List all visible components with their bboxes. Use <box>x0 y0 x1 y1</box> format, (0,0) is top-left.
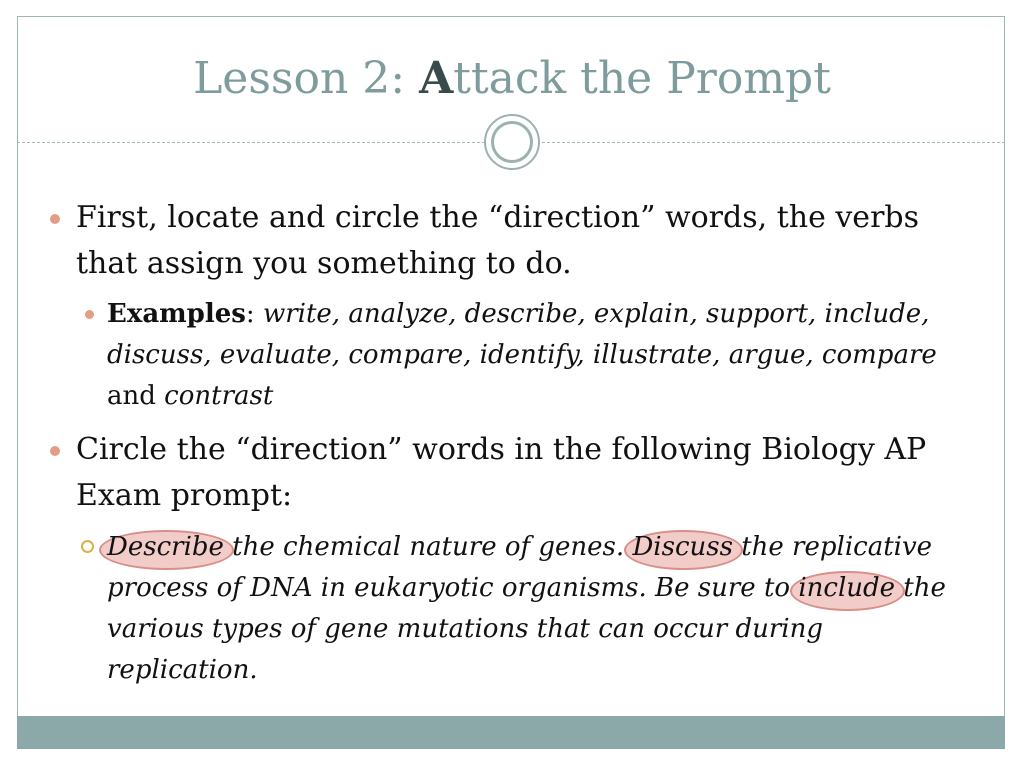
slide-title <box>0 54 1024 104</box>
examples-colon: : <box>245 299 263 329</box>
title-prefix: Lesson 2: <box>193 53 420 104</box>
sub-bullet-examples <box>107 294 967 417</box>
circled-word-describe: Describe <box>107 527 224 568</box>
bullet-dot-icon <box>50 446 60 456</box>
examples-label: Examples <box>107 299 246 329</box>
sub-bullet-prompt <box>107 527 967 691</box>
title-rest: ttack the Prompt <box>453 53 831 104</box>
bullet-1-text: First, locate and circle the “direction” words, the verbs that assign you something to do. <box>76 200 920 281</box>
footer-bar <box>17 716 1005 749</box>
sub-bullet-dot-icon <box>85 310 94 319</box>
ring-ornament-icon <box>484 114 540 170</box>
hollow-bullet-icon <box>81 540 94 553</box>
bullet-2-text: Circle the “direction” words in the following Biology AP Exam prompt: <box>76 432 927 513</box>
bullet-dot-icon <box>50 214 60 224</box>
prompt-part-2: the replicative process of DNA in eukaryotic organisms. Be sure to <box>107 532 933 603</box>
prompt-part-3: the various types of gene mutations that can occur during replication. <box>107 573 946 685</box>
circled-word-include: include <box>798 568 895 609</box>
examples-list: write, analyze, describe, explain, support, include, discuss, evaluate, compare, identify, illustrate, argue, compare <box>107 299 937 370</box>
examples-last: contrast <box>164 381 274 411</box>
circled-word-discuss: Discuss <box>632 527 733 568</box>
prompt-part-1: the chemical nature of genes. <box>223 532 633 562</box>
examples-and: and <box>107 381 165 411</box>
bullet-1 <box>76 195 976 287</box>
bullet-2 <box>76 427 976 519</box>
title-initial: A <box>419 53 454 104</box>
